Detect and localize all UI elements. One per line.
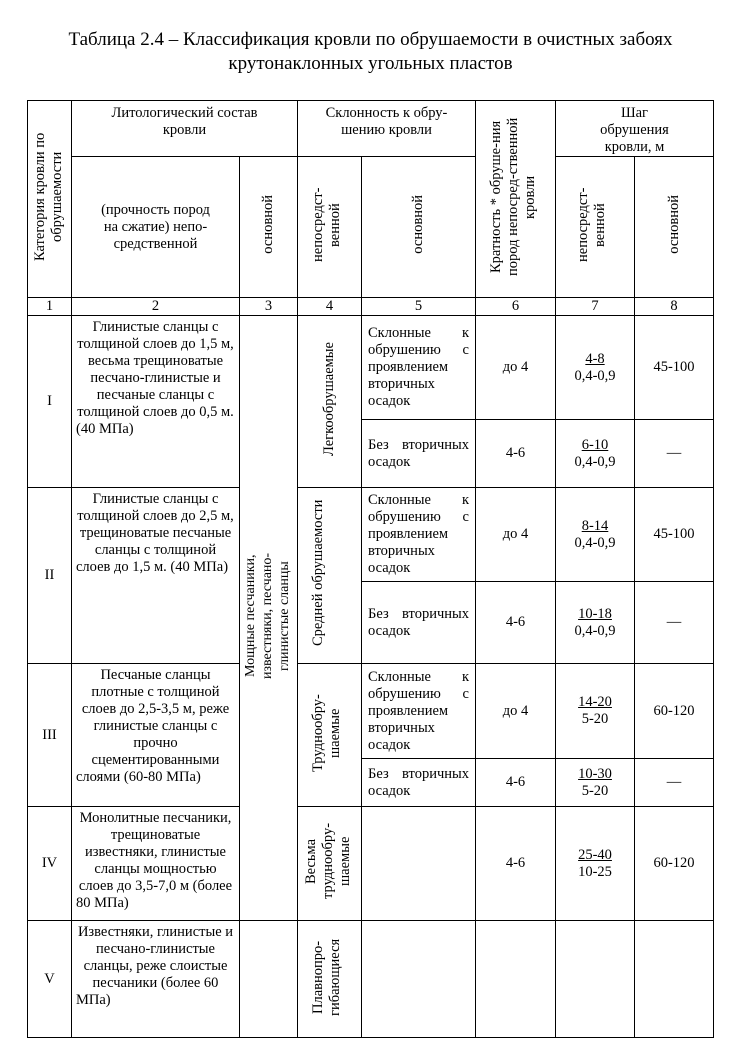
col-number: 6 — [476, 298, 556, 316]
multiplicity-cell: 4-6 — [476, 582, 556, 664]
category-cell: I — [28, 316, 72, 488]
category-cell: IV — [28, 807, 72, 921]
category-cell: II — [28, 488, 72, 664]
step-main-cell: — — [635, 420, 714, 488]
step-direct-cell: $\frac{10-18}{0,4-0,9}$ — [556, 582, 635, 664]
main-tendency-cell: Склонные к обрушению с проявлением вторичных осадок — [362, 664, 476, 759]
step-direct-cell: $\frac{6-10}{0,4-0,9}$ — [556, 420, 635, 488]
main-tendency-cell: Склонные к обрушению с проявлением вторичных осадок — [362, 316, 476, 420]
category-cell: III — [28, 664, 72, 807]
lithology-cell: Известняки, глинистые и песчано-глинистые сланцы, реже слоистые песчаники (более 60 МПа) — [72, 921, 240, 1038]
header-lithology-direct: (прочность пород на сжатие) непо-средственной — [72, 157, 240, 298]
lithology-cell: Глинистые сланцы с толщиной слоев до 2,5 м, трещиноватые песчаные сланцы с толщиной слоев до 1,5 м. (40 МПа) — [72, 488, 240, 664]
table-caption — [20, 28, 721, 76]
category-cell: V — [28, 921, 72, 1038]
lithology-cell: Песчаные сланцы плотные с толщиной слоев до 2,5-3,5 м, реже глинистые сланцы с прочно сцементированными слоями (60-80 МПа) — [72, 664, 240, 807]
col-number: 5 — [362, 298, 476, 316]
col-number: 7 — [556, 298, 635, 316]
main-tendency-cell: Без вторичных осадок — [362, 582, 476, 664]
step-direct-cell: $\frac{8-14}{0,4-0,9}$ — [556, 488, 635, 582]
multiplicity-cell: до 4 — [476, 316, 556, 420]
multiplicity-cell: 4-6 — [476, 807, 556, 921]
col-number: 4 — [298, 298, 362, 316]
classification-table — [27, 100, 714, 1038]
col-number: 3 — [240, 298, 298, 316]
header-tendency-direct: непосредст-венной — [298, 157, 362, 298]
col-number: 2 — [72, 298, 240, 316]
header-lithology-main: основной — [240, 157, 298, 298]
step-direct-cell: $\frac{4-8}{0,4-0,9}$ — [556, 316, 635, 420]
main-rock-cell: Мощные песчаники, известняки, песчано-глинистые сланцы — [240, 316, 298, 921]
step-main-cell: — — [635, 582, 714, 664]
multiplicity-cell: до 4 — [476, 664, 556, 759]
step-main-cell — [635, 921, 714, 1038]
header-lithology-group: Литологический состав кровли — [72, 101, 298, 157]
caption-line-1: Таблица 2.4 – Классификация кровли по обрушаемости в очистных забоях — [68, 29, 673, 50]
header-category: Категория кровли по обрушаемости — [28, 101, 72, 298]
multiplicity-cell — [476, 921, 556, 1038]
direct-tendency-cell: Плавнопрогибающиеся — [298, 921, 362, 1038]
header-step-direct: непосредст-венной — [556, 157, 635, 298]
step-main-cell: 60-120 — [635, 807, 714, 921]
main-tendency-cell: Без вторичных осадок — [362, 759, 476, 807]
main-tendency-cell: Без вторичных осадок — [362, 420, 476, 488]
step-main-cell: 60-120 — [635, 664, 714, 759]
main-rock-cell-empty — [240, 921, 298, 1038]
header-tendency-main: основной — [362, 157, 476, 298]
header-multiplicity: Кратность * обруше-ния пород непосред-ственной кровли — [476, 101, 556, 298]
multiplicity-cell: 4-6 — [476, 420, 556, 488]
step-direct-cell: $\frac{25-40}{10-25}$ — [556, 807, 635, 921]
multiplicity-cell: 4-6 — [476, 759, 556, 807]
header-step-group: Шаг обрушения кровли, м — [556, 101, 714, 157]
step-direct-cell: $\frac{10-30}{5-20}$ — [556, 759, 635, 807]
header-tendency-group: Склонность к обру-шению кровли — [298, 101, 476, 157]
step-direct-cell — [556, 921, 635, 1038]
direct-tendency-cell: Труднообрушаемые — [298, 664, 362, 807]
caption-line-2: крутонаклонных угольных пластов — [228, 53, 513, 74]
step-main-cell: — — [635, 759, 714, 807]
direct-tendency-cell: Легкообрушаемые — [298, 316, 362, 488]
main-tendency-cell — [362, 807, 476, 921]
header-step-main: основной — [635, 157, 714, 298]
multiplicity-cell: до 4 — [476, 488, 556, 582]
col-number: 1 — [28, 298, 72, 316]
direct-tendency-cell: Средней обрушаемости — [298, 488, 362, 664]
main-tendency-cell: Склонные к обрушению с проявлением вторичных осадок — [362, 488, 476, 582]
direct-tendency-cell: Весьма труднообрушаемые — [298, 807, 362, 921]
step-main-cell: 45-100 — [635, 488, 714, 582]
step-direct-cell: $\frac{14-20}{5-20}$ — [556, 664, 635, 759]
lithology-cell: Глинистые сланцы с толщиной слоев до 1,5 м, весьма трещиноватые песчано-глинистые и песчаные сланцы с толщиной слоев до 0,5 м. (40 МПа) — [72, 316, 240, 488]
col-number: 8 — [635, 298, 714, 316]
step-main-cell: 45-100 — [635, 316, 714, 420]
lithology-cell: Монолитные песчаники, трещиноватые известняки, глинистые сланцы мощностью слоев до 3,5-7,0 м (более 80 МПа) — [72, 807, 240, 921]
main-tendency-cell — [362, 921, 476, 1038]
